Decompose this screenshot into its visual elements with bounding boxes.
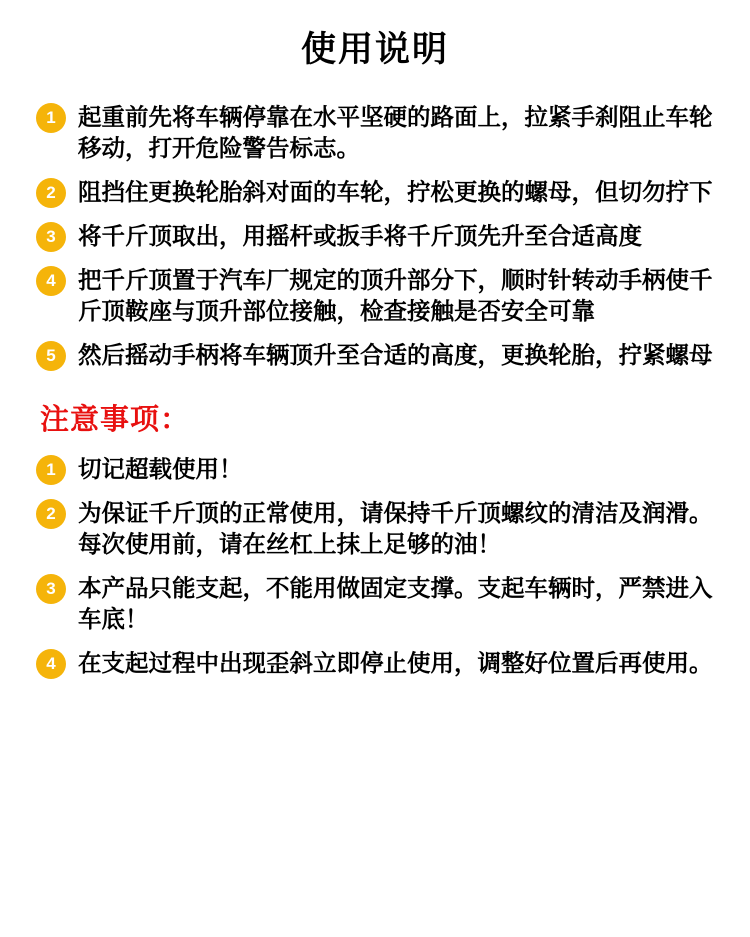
note-text: 在支起过程中出现歪斜立即停止使用，调整好位置后再使用。 [78, 650, 713, 677]
instruction-sheet [0, 22, 750, 937]
note-text: 切记超载使用！ [78, 456, 243, 483]
list-item [18, 452, 732, 485]
step-number-badge: 3 [36, 222, 66, 252]
list-item [18, 219, 732, 252]
step-number-badge: 4 [36, 266, 66, 296]
step-number-badge: 1 [36, 103, 66, 133]
notes-list [18, 452, 732, 679]
step-text: 将千斤顶取出，用摇杆或扳手将千斤顶先升至合适高度 [78, 223, 642, 250]
list-item [18, 571, 732, 635]
page-title: 使用说明 [300, 30, 449, 69]
step-text: 把千斤顶置于汽车厂规定的顶升部分下，顺时针转动手柄使千斤顶鞍座与顶升部位接触，检查接触是否安全可靠 [78, 267, 713, 325]
note-text: 本产品只能支起，不能用做固定支撑。支起车辆时，严禁进入车底！ [78, 575, 713, 633]
note-number-badge: 4 [36, 649, 66, 679]
note-text: 为保证千斤顶的正常使用，请保持千斤顶螺纹的清洁及润滑。每次使用前，请在丝杠上抹上足够的油！ [78, 500, 713, 558]
list-item [18, 263, 732, 327]
list-item [18, 175, 732, 208]
step-text: 阻挡住更换轮胎斜对面的车轮，拧松更换的螺母，但切勿拧下 [78, 179, 713, 206]
notes-heading: 注意事项： [40, 404, 191, 437]
note-number-badge: 3 [36, 574, 66, 604]
list-item [18, 496, 732, 560]
instructions-list [18, 100, 732, 371]
step-number-badge: 5 [36, 341, 66, 371]
list-item [18, 338, 732, 371]
list-item [18, 646, 732, 679]
step-number-badge: 2 [36, 178, 66, 208]
step-text: 然后摇动手柄将车辆顶升至合适的高度，更换轮胎，拧紧螺母 [78, 342, 713, 369]
note-number-badge: 2 [36, 499, 66, 529]
step-text: 起重前先将车辆停靠在水平坚硬的路面上，拉紧手刹阻止车轮移动，打开危险警告标志。 [78, 104, 713, 162]
note-number-badge: 1 [36, 455, 66, 485]
list-item [18, 100, 732, 164]
